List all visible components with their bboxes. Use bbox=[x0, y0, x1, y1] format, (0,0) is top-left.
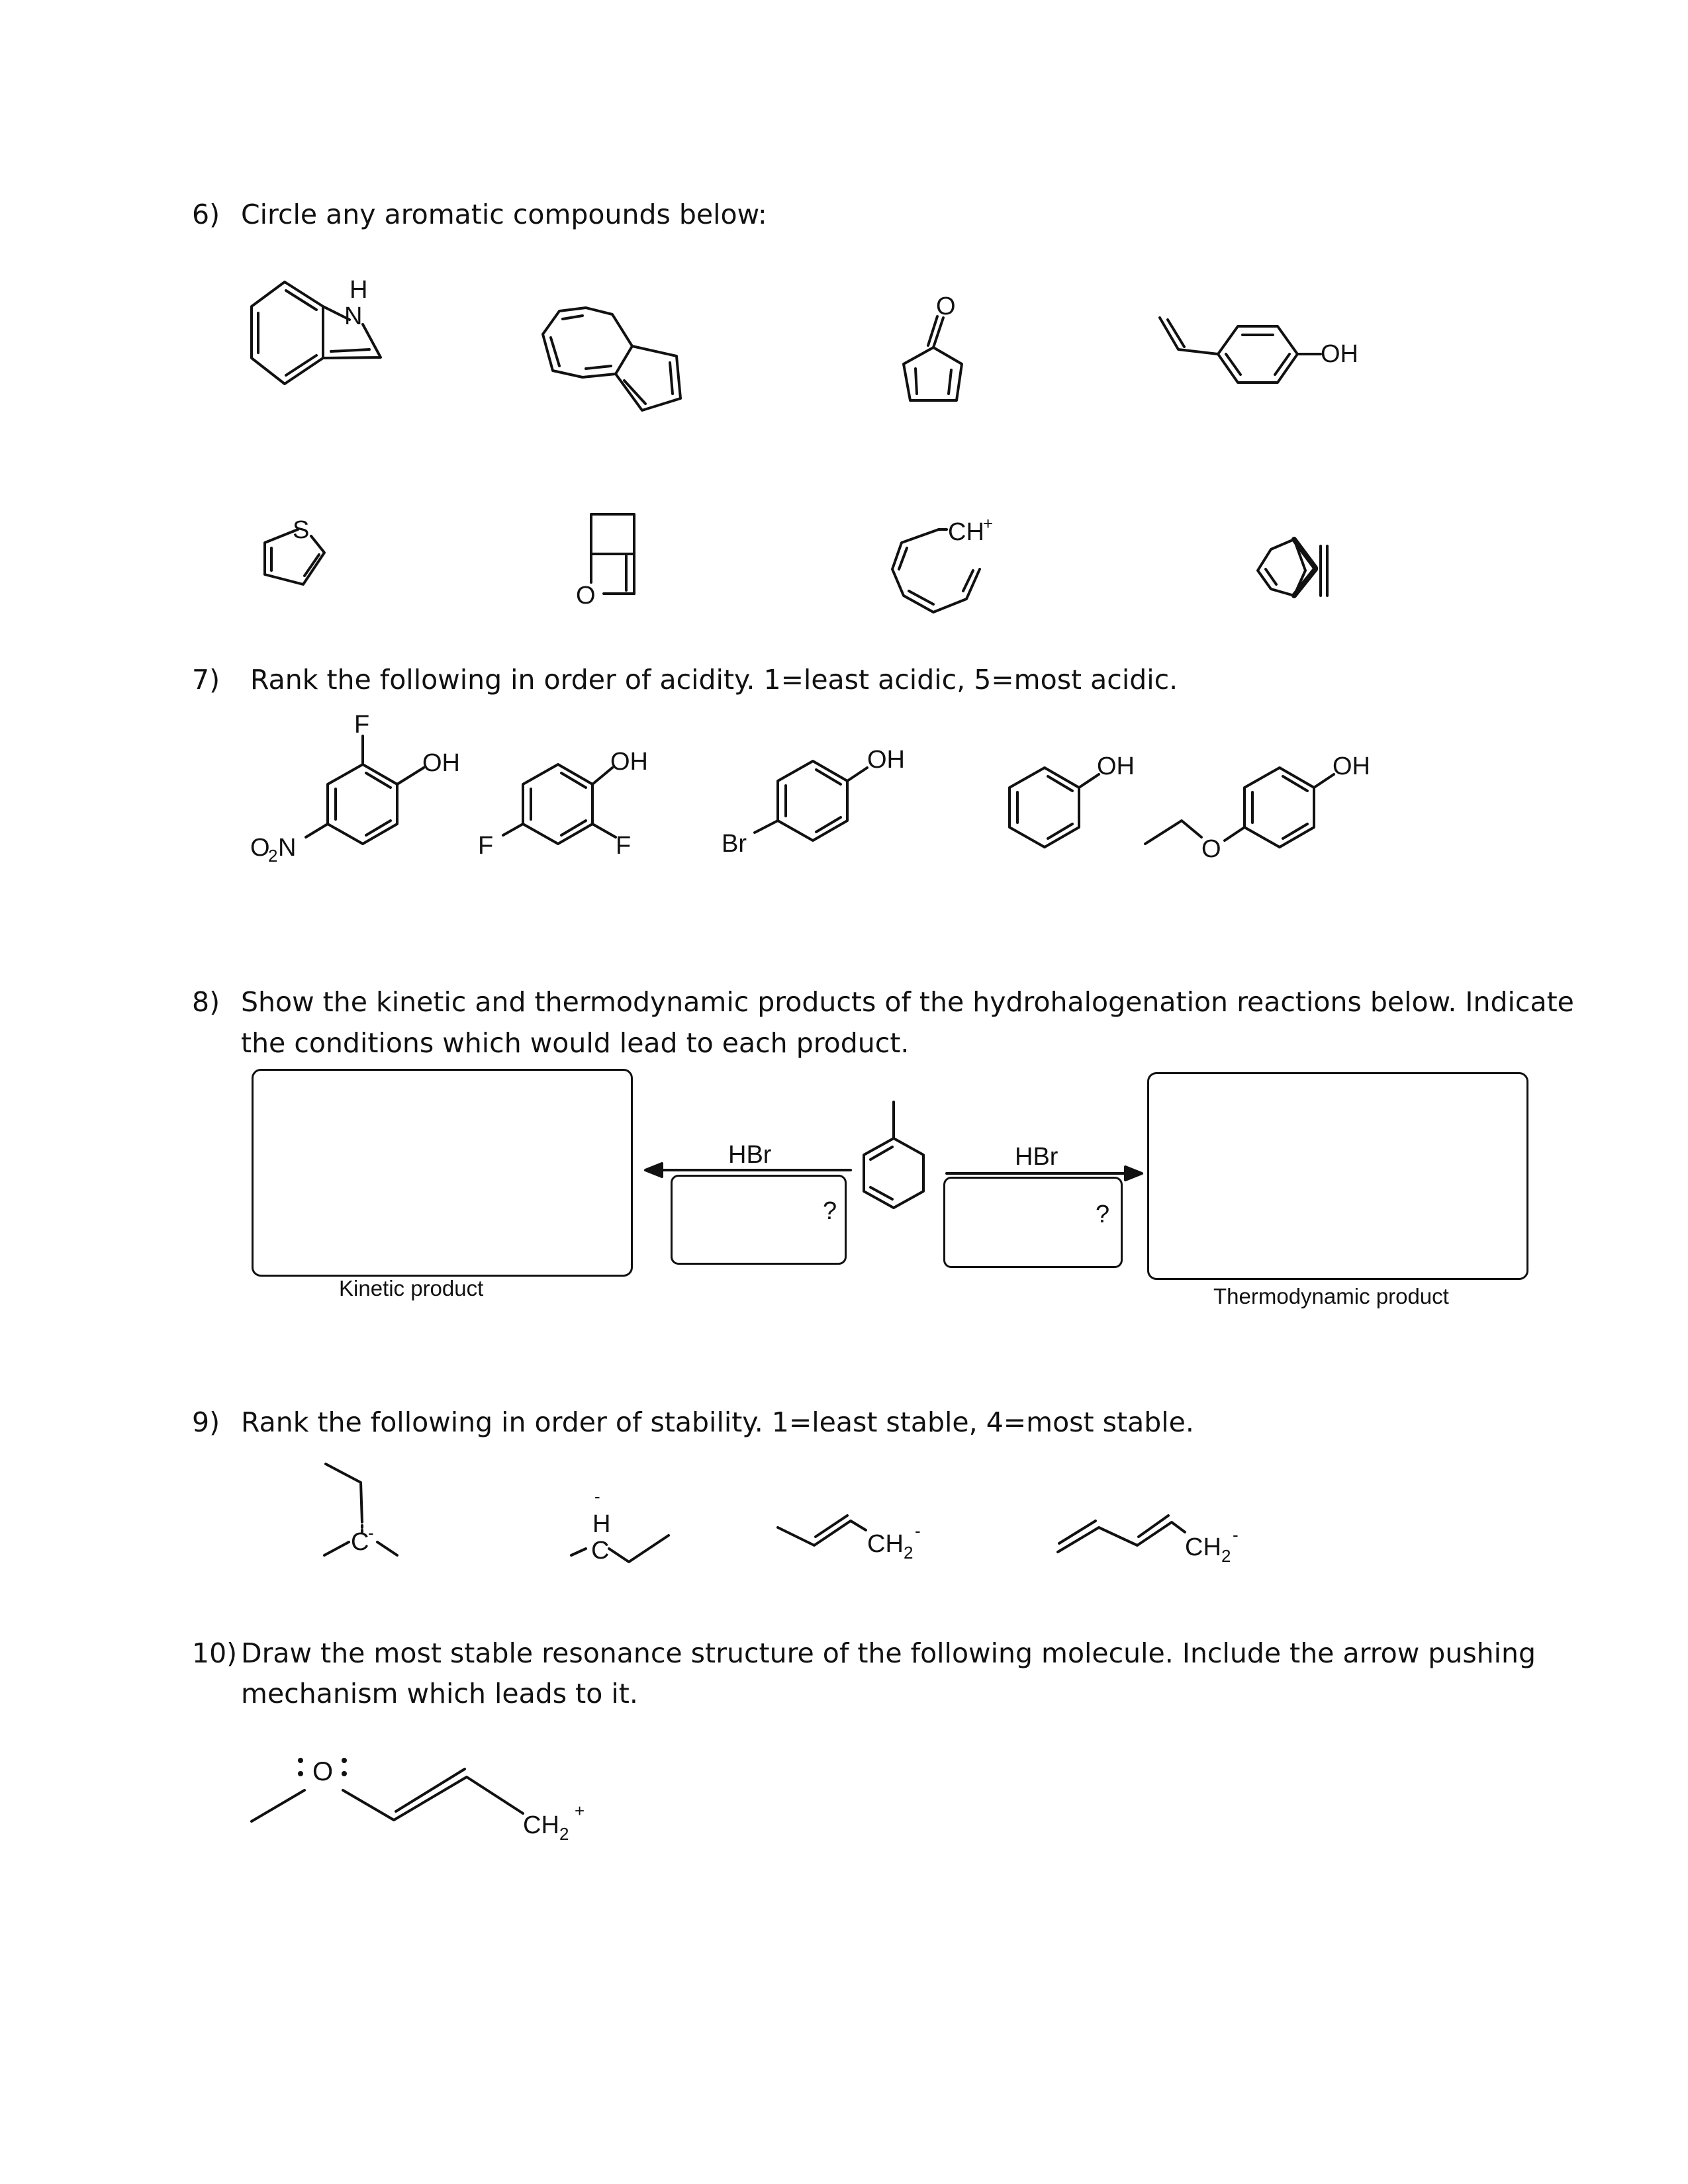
resonance-o-atom: O bbox=[312, 1757, 334, 1786]
secondary-carbanion-h-atom: H bbox=[592, 1510, 611, 1538]
question-10-line2: mechanism which leads to it. bbox=[241, 1678, 638, 1709]
dienyl-carbanion-subscript: 2 bbox=[1221, 1546, 1231, 1566]
question-text: Rank the following in order of stability. 1=least stable, 4=most stable. bbox=[241, 1406, 1194, 1438]
ethoxyphenol-structure bbox=[1145, 768, 1334, 847]
difluorophenol-structure bbox=[503, 764, 616, 844]
oxabicyclic-o-atom: O bbox=[576, 582, 596, 610]
vinylphenol-structure bbox=[1160, 318, 1321, 383]
difluorophenol-f-atom-left: F bbox=[478, 832, 494, 860]
allylic-carbanion-subscript: 2 bbox=[904, 1543, 914, 1563]
phenol-oh-group: OH bbox=[1097, 752, 1135, 780]
cyclopentadienone-structure bbox=[904, 316, 962, 400]
difluorophenol-oh-group: OH bbox=[610, 748, 648, 776]
thermo-reagent-hbr: HBr bbox=[1015, 1143, 1058, 1171]
question-text: Rank the following in order of acidity. 1=least acidic, 5=most acidic. bbox=[250, 664, 1178, 696]
indole-n-atom: N bbox=[344, 302, 363, 330]
resonance-subscript: 2 bbox=[559, 1824, 569, 1844]
thermodynamic-product-label: Thermodynamic product bbox=[1213, 1284, 1449, 1308]
tertiary-carbanion-minus-charge: - bbox=[368, 1523, 374, 1543]
tertiary-carbanion-c-atom: C bbox=[351, 1528, 369, 1556]
cation-plus-charge: + bbox=[983, 514, 994, 533]
bromophenol-br-atom: Br bbox=[722, 830, 747, 858]
ethoxyphenol-o-atom: O bbox=[1201, 835, 1221, 863]
fluoronitrophenol-o-atom: O bbox=[250, 834, 270, 862]
ethoxyphenol-oh-group: OH bbox=[1333, 752, 1370, 780]
secondary-carbanion-c-atom: C bbox=[591, 1537, 610, 1565]
allylic-carbanion-ch-group: CH bbox=[867, 1530, 904, 1558]
phenol-structure bbox=[1009, 768, 1099, 847]
indole-h-atom: H bbox=[350, 276, 368, 304]
kinetic-conditions-unknown: ? bbox=[823, 1197, 837, 1225]
question-number: 6) bbox=[192, 199, 220, 230]
allylic-carbanion-minus-charge: - bbox=[915, 1521, 921, 1541]
allylic-carbanion-structure bbox=[778, 1516, 866, 1545]
methylcyclohexadiene-structure bbox=[864, 1102, 923, 1208]
thermo-conditions-unknown: ? bbox=[1096, 1201, 1110, 1228]
kinetic-reagent-hbr: HBr bbox=[728, 1141, 772, 1169]
vinylphenol-oh-group: OH bbox=[1321, 340, 1358, 368]
azulene-structure bbox=[543, 308, 680, 410]
question-8-line2: the conditions which would lead to each product. bbox=[241, 1027, 910, 1059]
cyclopentadienone-o-atom: O bbox=[936, 293, 956, 320]
cation-ch-group: CH bbox=[948, 518, 984, 546]
resonance-plus-charge: + bbox=[575, 1801, 585, 1821]
question-number: 7) bbox=[192, 664, 220, 696]
fluoronitrophenol-n-atom: N bbox=[278, 834, 297, 862]
secondary-carbanion-structure bbox=[571, 1535, 669, 1562]
dienyl-carbanion-ch-group: CH bbox=[1185, 1533, 1221, 1561]
question-text-line1: Show the kinetic and thermodynamic products of the hydrohalogenation reactions below. Indicate bbox=[241, 986, 1574, 1018]
bromophenol-structure bbox=[755, 761, 867, 841]
fluoronitrophenol-oh-group: OH bbox=[422, 749, 460, 777]
bromophenol-oh-group: OH bbox=[867, 746, 905, 774]
question-text: Circle any aromatic compounds below: bbox=[241, 199, 767, 230]
question-number: 10) bbox=[192, 1637, 238, 1669]
oxabicyclic-structure bbox=[591, 514, 634, 594]
question-number: 9) bbox=[192, 1406, 220, 1438]
dienyl-carbanion-minus-charge: - bbox=[1233, 1525, 1239, 1545]
fluoronitrophenol-f-atom: F bbox=[354, 711, 370, 739]
bridged-bicyclic-structure bbox=[1258, 539, 1327, 596]
fluoronitrophenol-subscript: 2 bbox=[268, 846, 278, 866]
secondary-carbanion-minus-charge: - bbox=[594, 1486, 600, 1506]
dienyl-carbanion-structure bbox=[1058, 1516, 1185, 1552]
kinetic-product-label: Kinetic product bbox=[339, 1276, 484, 1300]
thiophene-s-atom: S bbox=[293, 516, 310, 544]
question-text-line1: Draw the most stable resonance structure of the following molecule. Include the arrow pushing bbox=[241, 1637, 1536, 1669]
fluoronitrophenol-structure bbox=[306, 736, 424, 844]
resonance-molecule-structure bbox=[252, 1758, 523, 1821]
question-number: 8) bbox=[192, 986, 220, 1018]
difluorophenol-f-atom-right: F bbox=[616, 832, 632, 860]
resonance-ch-group: CH bbox=[523, 1811, 559, 1839]
